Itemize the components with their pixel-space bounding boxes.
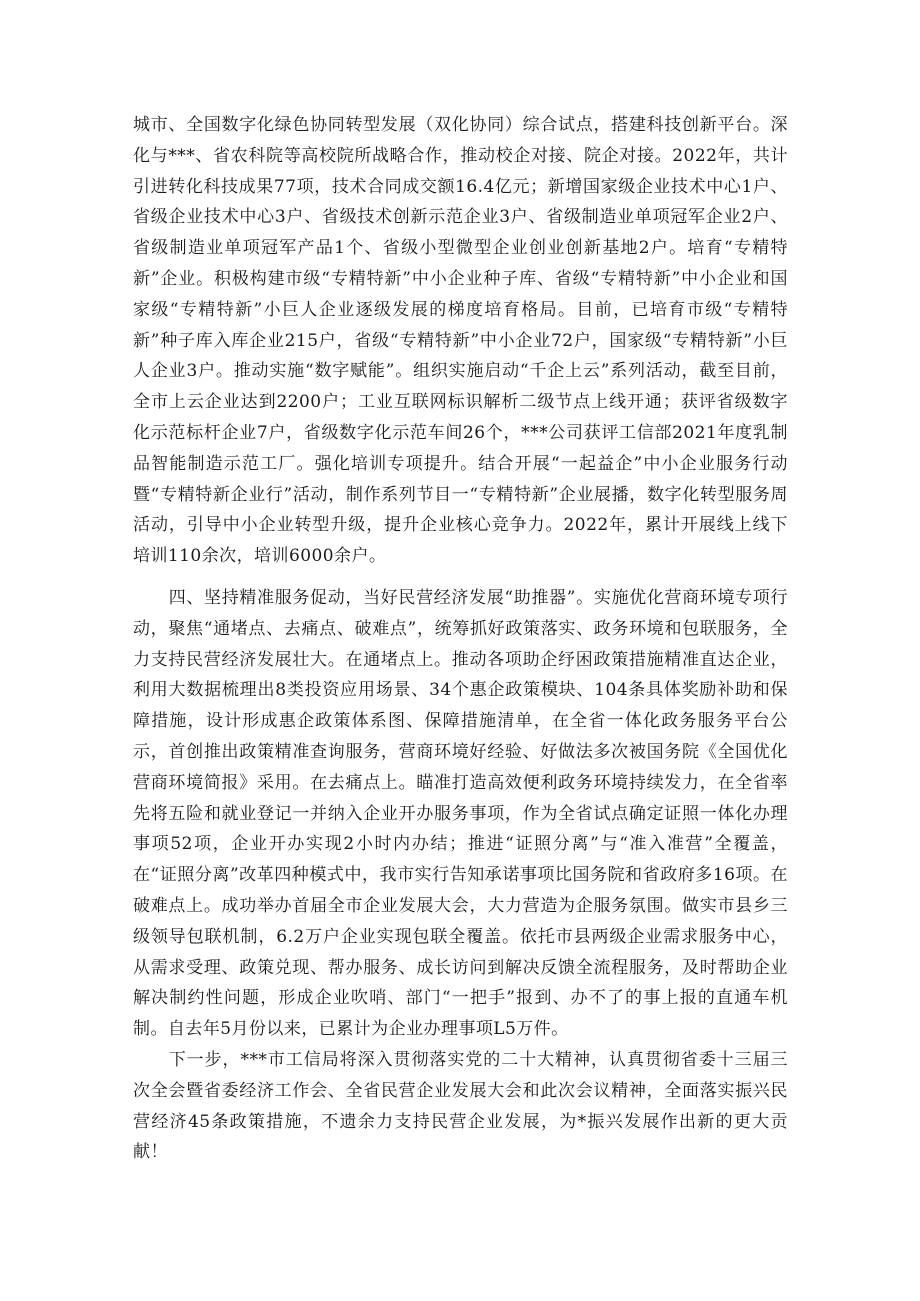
document-body: [133, 110, 788, 1168]
paragraph-next-steps: 下一步，***市工信局将深入贯彻落实党的二十大精神，认真贯彻省委十三届三次全会暨省委经济工作会、全省民营企业发展大会和此次会议精神，全面落实振兴民营经济45条政策措施，不遗余力支持民营企业发展，为*振兴发展作出新的更大贡献！: [133, 1049, 788, 1163]
paragraph-precision-service: 四、坚持精准服务促动，当好民营经济发展“助推器”。实施优化营商环境专项行动，聚焦“通堵点、去痛点、破难点”，统筹抓好政策落实、政务环境和包联服务，全力支持民营经济发展壮大。在通堵点上。推动各项助企纾困政策措施精准直达企业，利用大数据梳理出8类投资应用场景、34个惠企政策模块、104条具体奖励补助和保障措施，设计形成惠企政策体系图、保障措施清单，在全省一体化政务服务平台公示，首创推出政策精准查询服务，营商环境好经验、好做法多次被国务院《全国优化营商环境简报》采用。在去痛点上。瞄准打造高效便利政务环境持续发力，在全省率先将五险和就业登记一并纳入企业开办服务事项，作为全省试点确定证照一体化办理事项52项，企业开办实现2小时内办结；推进“证照分离”与“准入准营”全覆盖，在“证照分离”改革四种模式中，我市实行告知承诺事项比国务院和省政府多16项。在破难点上。成功举办首届全市企业发展大会，大力营造为企服务氛围。做实市县乡三级领导包联机制，6.2万户企业实现包联全覆盖。依托市县两级企业需求服务中心，从需求受理、政策兑现、帮办服务、成长访问到解决反馈全流程服务，及时帮助企业解决制约性问题，形成企业吹哨、部门“一把手”报到、办不了的事上报的直通车机制。自去年5月份以来，已累计为企业办理事项L5万件。: [133, 587, 788, 1040]
paragraph-tech-innovation: 城市、全国数字化绿色协同转型发展（双化协同）综合试点，搭建科技创新平台。深化与***、省农科院等高校院所战略合作，推动校企对接、院企对接。2022年，共计引进转化科技成果77项，技术合同成交额16.4亿元；新增国家级企业技术中心1户、省级企业技术中心3户、省级技术创新示范企业3户、省级制造业单项冠军企业2户、省级制造业单项冠军产品1个、省级小型微型企业创业创新基地2户。培育“专精特新”企业。积极构建市级“专精特新”中小企业种子库、省级“专精特新”中小企业和国家级“专精特新”小巨人企业逐级发展的梯度培育格局。目前，已培育市级“专精特新”种子库入库企业215户，省级“专精特新”中小企业72户，国家级“专精特新”小巨人企业3户。推动实施“数字赋能”。组织实施启动“千企上云”系列活动，截至目前，全市上云企业达到2200户；工业互联网标识解析二级节点上线开通；获评省级数字化示范标杆企业7户，省级数字化示范车间26个，***公司获评工信部2021年度乳制品智能制造示范工厂。强化培训专项提升。结合开展“一起益企”中小企业服务行动暨“专精特新企业行”活动，制作系列节目一“专精特新”企业展播，数字化转型服务周活动，引导中小企业转型升级，提升企业核心竞争力。2022年，累计开展线上线下培训110余次，培训6000余户。: [133, 115, 788, 567]
paragraph-spacer: [133, 572, 788, 583]
